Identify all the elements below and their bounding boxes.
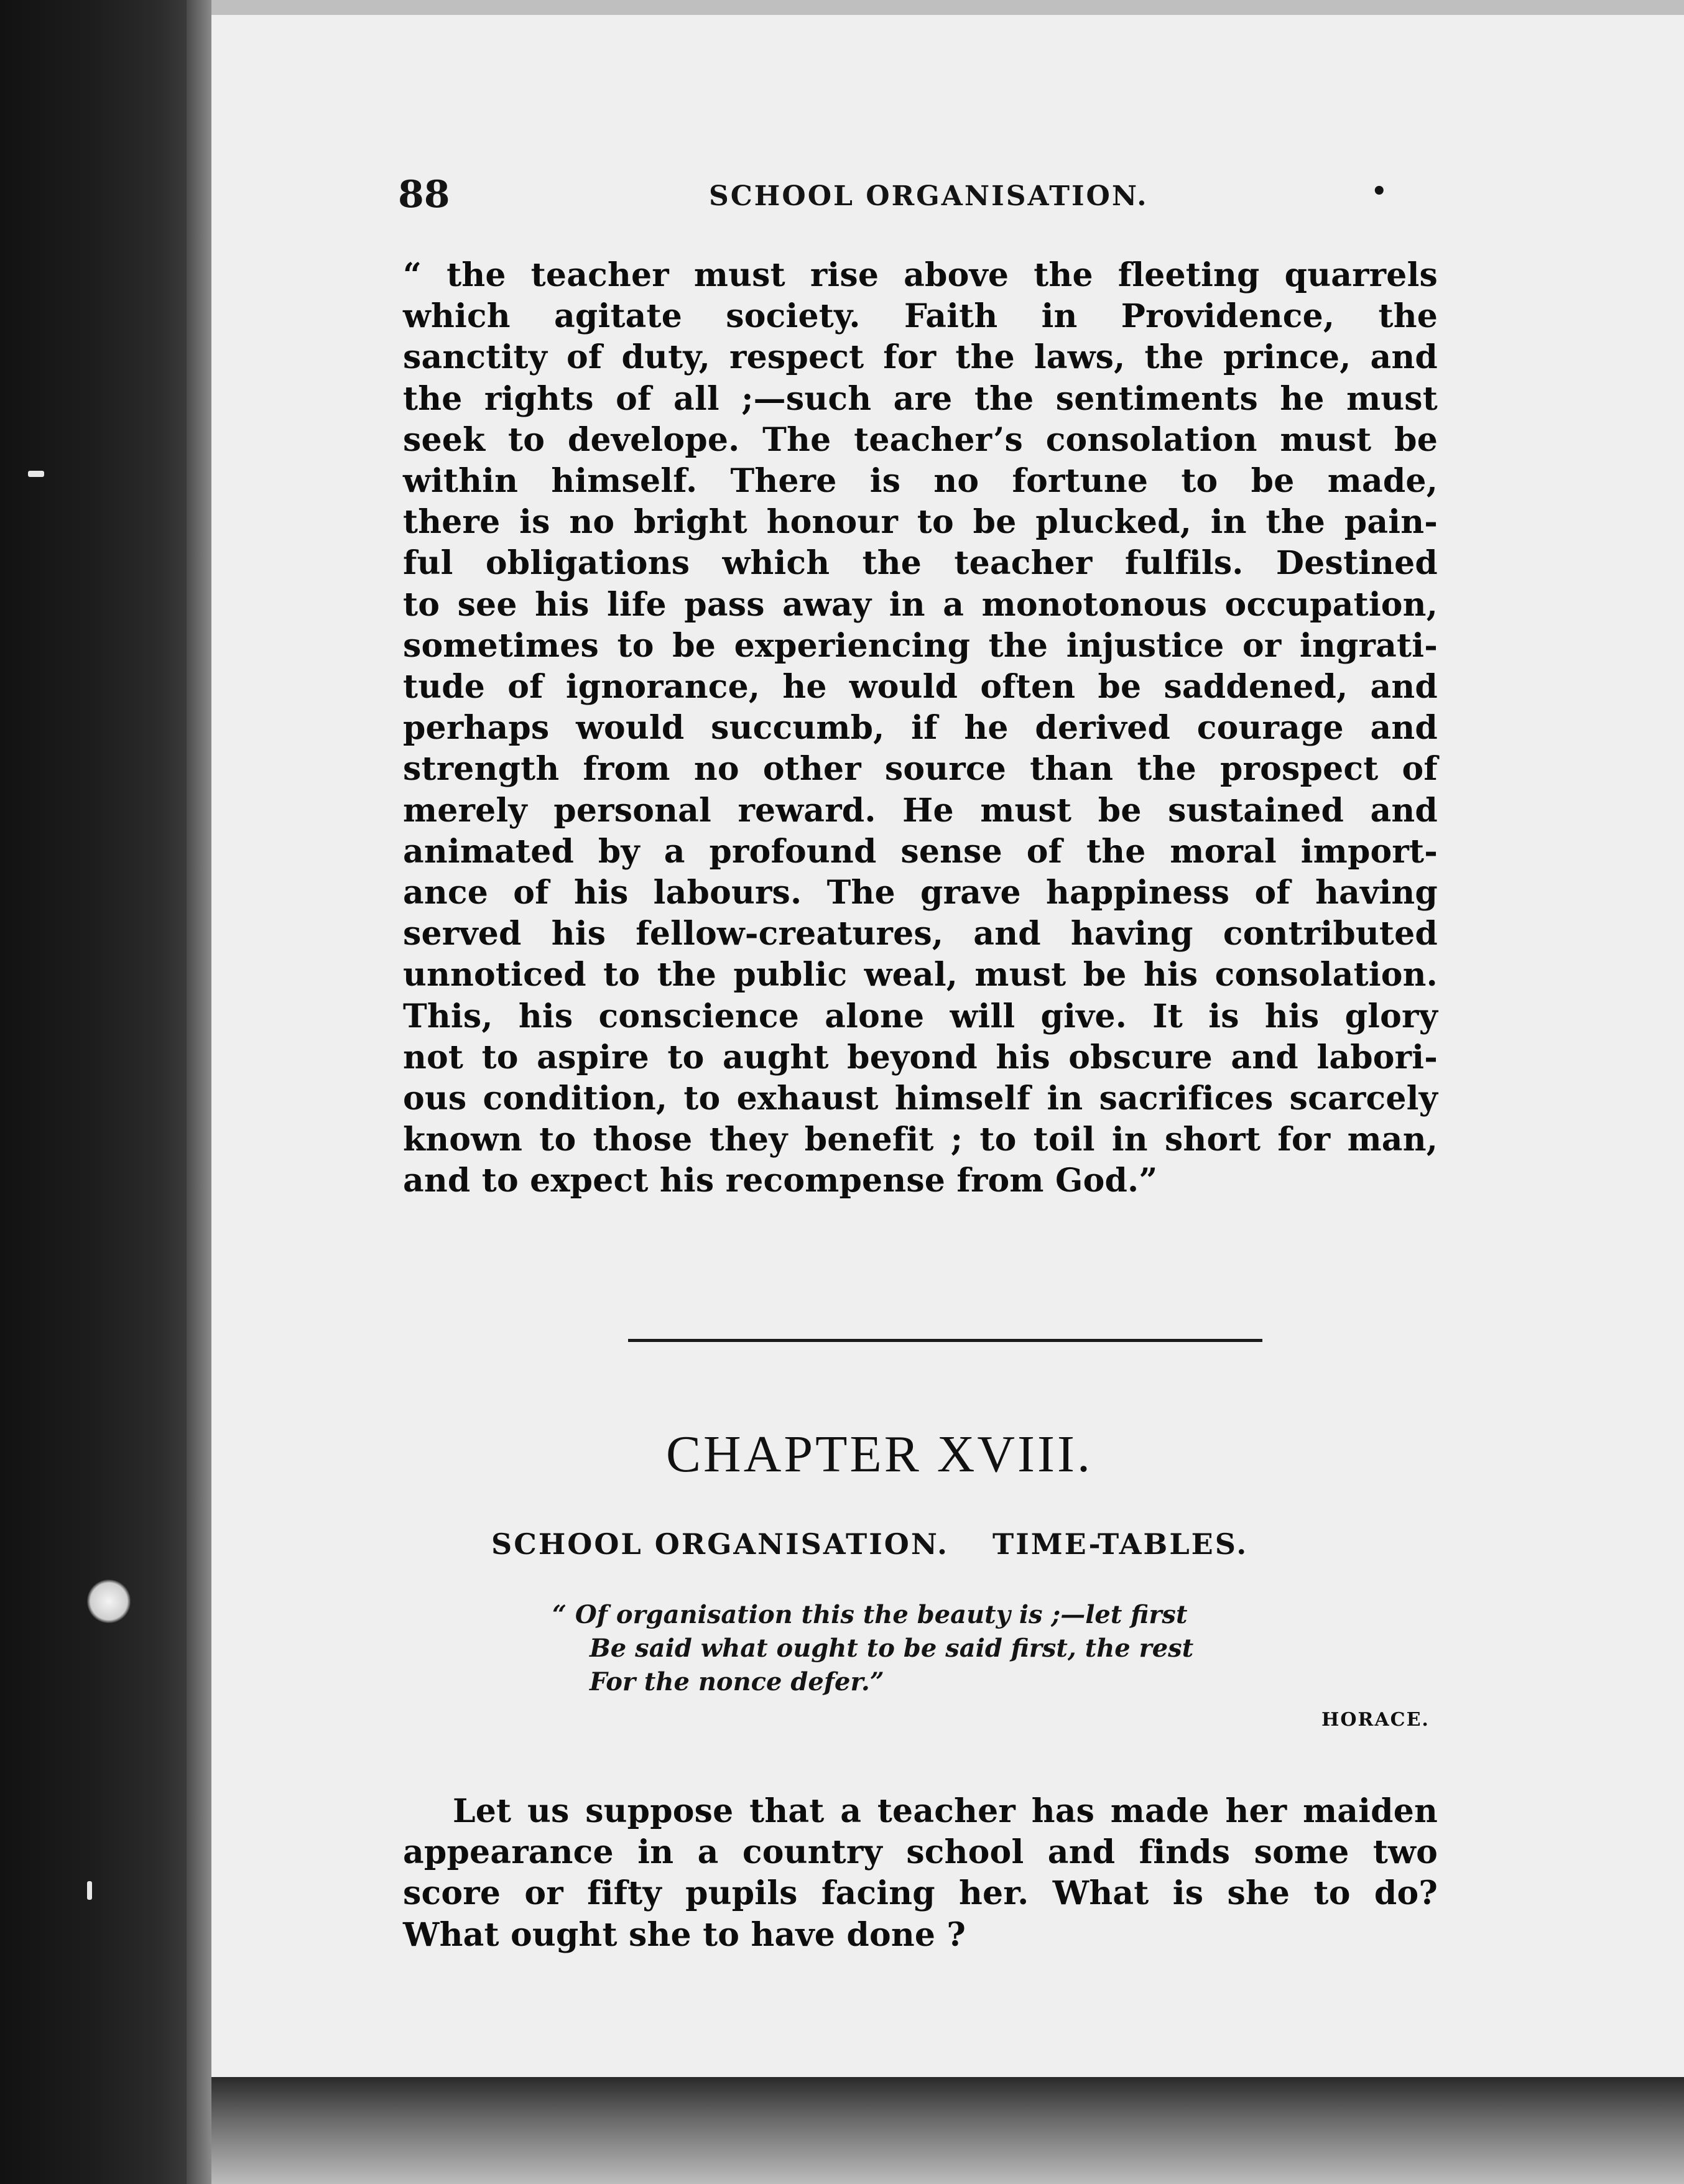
text-line: unnoticed to the public weal, must be his consolation. xyxy=(403,956,1438,994)
text-line: there is no bright honour to be plucked, in the pain- xyxy=(403,503,1438,542)
binding-mark xyxy=(87,1881,92,1900)
text-line: ous condition, to exhaust himself in sacrifices scarcely xyxy=(403,1080,1438,1118)
binding-mark xyxy=(28,471,44,477)
running-title: SCHOOL ORGANISATION. xyxy=(709,180,1149,212)
text-line: ance of his labours. The grave happiness of having xyxy=(403,874,1438,912)
text-line: What ought she to have done ? xyxy=(403,1915,966,1954)
epigraph-attribution: HORACE. xyxy=(1321,1709,1430,1731)
text-line: not to aspire to aught beyond his obscure and labori- xyxy=(403,1038,1438,1076)
text-line: Let us suppose that a teacher has made her maiden xyxy=(453,1792,1438,1830)
text-line: score or fifty pupils facing her. What is she to do? xyxy=(403,1874,1438,1913)
text-line: seek to develope. The teacher’s consolation must be xyxy=(403,420,1438,459)
text-line: “ the teacher must rise above the fleeting quarrels xyxy=(403,256,1438,294)
text-line: known to those they benefit ; to toil in short for man, xyxy=(403,1121,1438,1159)
chapter-subtitle xyxy=(491,1527,1248,1561)
text-line: within himself. There is no fortune to be made, xyxy=(403,462,1438,501)
text-line: sanctity of duty, respect for the laws, the prince, and xyxy=(403,338,1438,377)
quoted-paragraph xyxy=(403,255,1438,1202)
text-line: tude of ignorance, he would often be saddened, and xyxy=(403,668,1438,706)
text-line: appearance in a country school and finds some two xyxy=(403,1833,1438,1872)
chapter-heading: CHAPTER XVIII. xyxy=(666,1425,1093,1483)
text-line: strength from no other source than the prospect of xyxy=(403,750,1438,789)
epigraph-line: “ Of organisation this the beauty is ;—let first xyxy=(552,1600,1188,1629)
chapter-subtitle-right: TIME-TABLES. xyxy=(992,1527,1249,1561)
header-ornament: • xyxy=(1371,177,1387,206)
book-binding xyxy=(0,0,187,2184)
text-line: and to expect his recompense from God.” xyxy=(403,1162,1158,1200)
text-line: to see his life pass away in a monotonous occupation, xyxy=(403,585,1438,624)
text-line: perhaps would succumb, if he derived courage and xyxy=(403,709,1438,747)
text-line: This, his conscience alone will give. It is his glory xyxy=(403,997,1438,1035)
chapter-subtitle-left: SCHOOL ORGANISATION. xyxy=(491,1527,949,1561)
text-line: merely personal reward. He must be sustained and xyxy=(403,791,1438,830)
epigraph xyxy=(552,1598,1193,1699)
page-bottom-edge xyxy=(211,2077,1684,2184)
binding-stain xyxy=(87,1580,131,1623)
epigraph-line: For the nonce defer.” xyxy=(590,1667,884,1696)
page-edge xyxy=(187,0,211,2184)
epigraph-line: Be said what ought to be said first, the rest xyxy=(590,1634,1194,1663)
text-line: served his fellow-creatures, and having contributed xyxy=(403,915,1438,953)
page-top-edge xyxy=(211,0,1684,15)
text-line: which agitate society. Faith in Providence, the xyxy=(403,297,1438,336)
opening-paragraph xyxy=(403,1791,1438,1956)
text-line: sometimes to be experiencing the injustice or ingrati- xyxy=(403,626,1438,665)
page-number: 88 xyxy=(398,173,450,216)
running-head xyxy=(398,173,1443,216)
text-line: the rights of all ;—such are the sentiments he must xyxy=(403,379,1438,418)
text-line: animated by a profound sense of the moral import- xyxy=(403,832,1438,871)
text-line: ful obligations which the teacher fulfils. Destined xyxy=(403,544,1438,583)
section-divider xyxy=(628,1339,1262,1342)
